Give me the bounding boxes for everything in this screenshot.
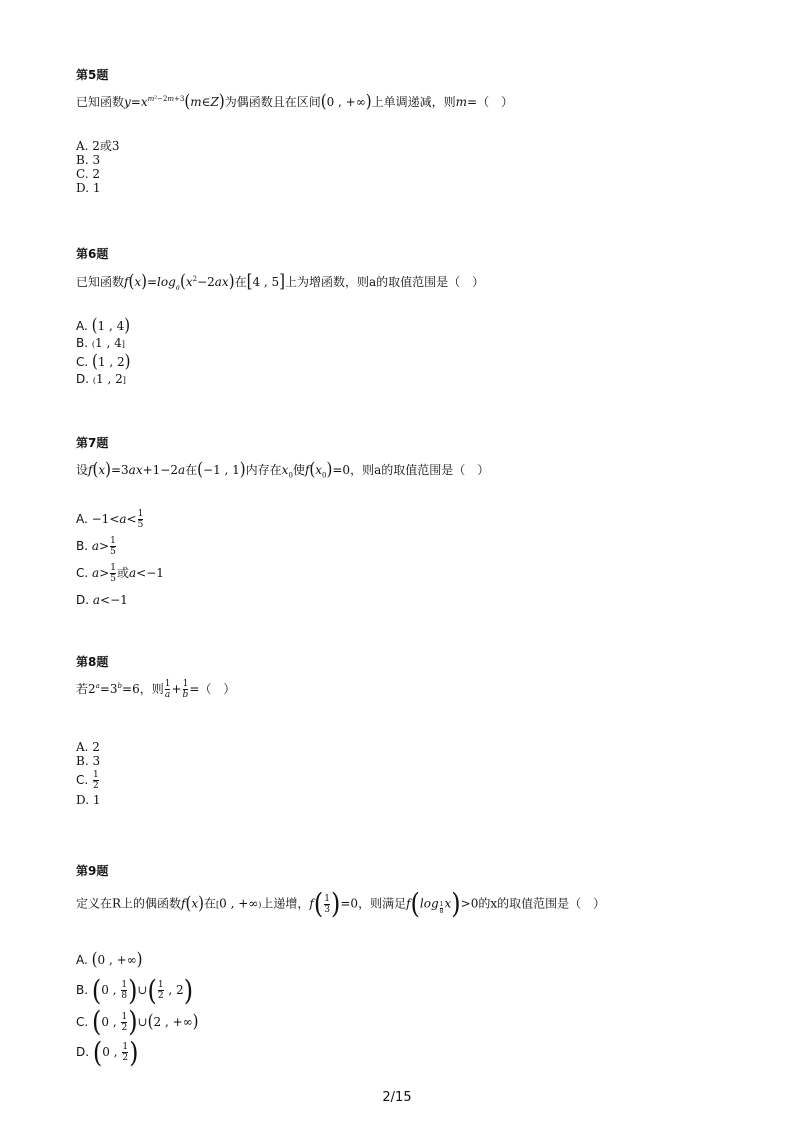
option-c[interactable]: C. (0 , $\frac{1}{2}$ )∪(2 , +∞) xyxy=(76,1005,199,1039)
question-title: 第5题 xyxy=(76,68,109,82)
question-5 xyxy=(76,66,734,195)
question-7 xyxy=(76,434,734,607)
option-b[interactable]: B. (0 , $\frac{1}{8}$ )∪( $\frac{1}{2}$ , 2) xyxy=(76,974,194,1007)
question-9 xyxy=(76,862,734,1069)
options xyxy=(76,740,100,807)
question-stem: 已知函数$y=x^{m^2-2m+3}(m\in Z)$为偶函数且在区间(0 , +∞)上单调递减，则m=（ ） xyxy=(76,90,514,112)
option-a[interactable]: A. 2或3 xyxy=(76,139,120,153)
question-title: 第7题 xyxy=(76,436,109,450)
question-stem: 已知函数$f(x)=\log_a(x^2-2ax)$在[4 , 5]上为增函数，则a的取值范围是（ ） xyxy=(76,270,485,292)
question-title: 第9题 xyxy=(76,864,109,878)
question-title: 第8题 xyxy=(76,655,109,669)
question-stem: 设f(x)=3ax+1−2a在(−1 , 1)内存在$x_0$使$f(x_0)=0$，则a的取值范围是（ ） xyxy=(76,458,490,480)
option-c[interactable]: C. $\frac{1}{2}$ xyxy=(76,770,99,791)
option-c[interactable]: C. a> $\frac{1}{5}$ 或a<−1 xyxy=(76,563,164,584)
option-a[interactable]: A. (1 , 4) xyxy=(76,314,131,336)
option-c[interactable]: C. (1 , 2) xyxy=(76,350,131,372)
options xyxy=(76,944,199,1068)
question-stem: 定义在R上的偶函数f(x)在[0 , +∞)上递增，f( $\frac{1}{3}$ )=0，则满足f(log $_{\frac{1}{8}}$ x)>0的x的取值范围是（ ） xyxy=(76,887,606,921)
option-b[interactable]: B. a> $\frac{1}{5}$ xyxy=(76,536,116,557)
option-a[interactable]: A. 2 xyxy=(76,740,100,754)
options xyxy=(76,139,120,195)
option-b[interactable]: B. 3 xyxy=(76,754,101,768)
options xyxy=(76,506,164,614)
question-8 xyxy=(76,653,734,807)
page-number: 2/15 xyxy=(382,1090,412,1105)
option-c[interactable]: C. 2 xyxy=(76,167,101,181)
options xyxy=(76,314,131,389)
question-6 xyxy=(76,245,734,386)
option-d[interactable]: D. 1 xyxy=(76,181,101,195)
question-title: 第6题 xyxy=(76,247,109,261)
option-b[interactable]: B. 3 xyxy=(76,153,101,167)
option-a[interactable]: A. −1<a< $\frac{1}{5}$ xyxy=(76,509,144,530)
option-d[interactable]: D. (1 , 2] xyxy=(76,372,126,386)
option-d[interactable]: D. a<−1 xyxy=(76,593,128,607)
option-b[interactable]: B. (1 , 4] xyxy=(76,336,125,350)
option-d[interactable]: D. (0 , $\frac{1}{2}$ ) xyxy=(76,1036,139,1069)
option-a[interactable]: A. (0 , +∞) xyxy=(76,948,143,970)
question-stem: 若$2^a=3^b=6$，则 $\frac{1}{a}$ + $\frac{1}{b}$ =（ ） xyxy=(76,679,236,700)
option-d[interactable]: D. 1 xyxy=(76,793,101,807)
